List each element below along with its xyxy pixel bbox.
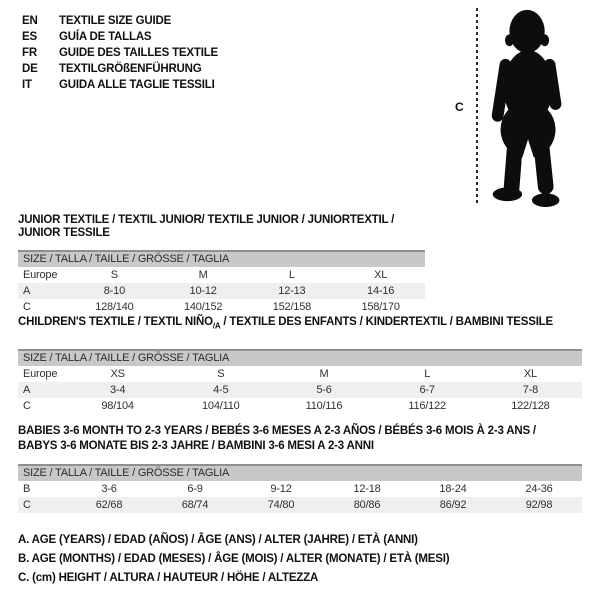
row-label: Europe	[23, 269, 58, 281]
legend-line-age-years: A. AGE (YEARS) / EDAD (AÑOS) / ÂGE (ANS) / ALTER (JAHRE) / ETÀ (ANNI)	[18, 534, 418, 546]
language-code: ES	[22, 31, 37, 43]
language-code: IT	[22, 79, 32, 91]
cell: 98/104	[101, 400, 134, 413]
cell: 18-24	[439, 483, 467, 495]
table-row	[18, 299, 425, 315]
language-row	[22, 45, 218, 61]
language-code: EN	[22, 15, 38, 27]
subscript-a: /A	[212, 321, 221, 331]
size-header-bar: SIZE / TALLA / TAILLE / GRÖSSE / TAGLIA	[18, 350, 582, 366]
language-code: DE	[22, 63, 38, 75]
cell: S	[110, 269, 118, 281]
language-label: TEXTILE SIZE GUIDE	[59, 15, 172, 27]
row-label: C	[23, 301, 31, 313]
language-row	[22, 77, 218, 93]
language-label: TEXTILGRÖßENFÜHRUNG	[59, 63, 202, 75]
table-row	[18, 283, 425, 299]
row-label: C	[18, 497, 66, 513]
height-dashed-line	[476, 8, 478, 205]
childrens-size-table	[18, 349, 582, 414]
cell: 68/74	[152, 497, 238, 513]
cell: 86/92	[410, 497, 496, 513]
cell: 10-12	[159, 283, 248, 299]
height-measure-label: C	[455, 100, 464, 114]
cell: 140/152	[183, 301, 223, 313]
cell: 152/158	[272, 301, 312, 313]
table-row	[18, 366, 582, 382]
cell: 158/170	[361, 301, 400, 313]
cell: 4-5	[169, 382, 272, 398]
junior-textile-section	[18, 214, 425, 315]
row-label: A	[18, 283, 70, 299]
cell: 74/80	[238, 497, 324, 513]
cell: 12-18	[353, 483, 381, 495]
cell: 12-13	[248, 283, 337, 299]
cell: S	[217, 368, 225, 381]
language-code: FR	[22, 47, 37, 59]
cell: 14-16	[336, 283, 425, 299]
table-row	[18, 382, 582, 398]
cell: 8-10	[70, 283, 159, 299]
cell: XS	[110, 368, 125, 381]
row-label: B	[23, 483, 31, 495]
language-row	[22, 29, 218, 45]
junior-table-title: JUNIOR TEXTILE / TEXTIL JUNIOR/ TEXTILE JUNIOR / JUNIORTEXTIL / JUNIOR TESSILE	[18, 214, 395, 239]
cell: 62/68	[66, 497, 152, 513]
childrens-textile-section	[18, 316, 582, 414]
measurement-legend	[18, 531, 449, 588]
babies-table-title: BABIES 3-6 MONTH TO 2-3 YEARS / BEBÉS 3-6 MESES A 2-3 AÑOS / BÉBÉS 3-6 MOIS À 2-3 ANS / BABYS 3-6 MONATE BIS 2-3 JAHRE / BAMBINI 3-6 MESI A 2-3 ANNI	[18, 425, 536, 452]
table-row	[18, 398, 582, 414]
cell: XL	[523, 368, 537, 381]
cell: 24-36	[525, 483, 553, 495]
babies-textile-section	[18, 424, 582, 513]
cell: L	[288, 269, 295, 281]
childrens-table-title: CHILDREN'S TEXTILE / TEXTIL $NIÑO_{/A}$ / TEXTILE DES ENFANTS / KINDERTEXTIL / BAMBINI TESSILE	[18, 316, 553, 331]
language-label: GUIDA ALLE TAGLIE TESSILI	[59, 79, 215, 91]
cell: 122/128	[511, 400, 550, 413]
cell: 9-12	[270, 483, 292, 495]
cell: 92/98	[496, 497, 582, 513]
cell: 80/86	[324, 497, 410, 513]
cell: L	[424, 368, 431, 381]
table-row	[18, 497, 582, 513]
table-row	[18, 267, 425, 283]
cell: 128/140	[95, 301, 134, 313]
cell: 110/116	[305, 400, 343, 413]
table-row	[18, 481, 582, 497]
size-header-bar: SIZE / TALLA / TAILLE / GRÖSSE / TAGLIA	[18, 465, 582, 481]
language-label: GUIDE DES TAILLES TEXTILE	[59, 47, 218, 59]
cell: 3-4	[66, 382, 169, 398]
cell: 116/122	[408, 400, 446, 413]
row-label: A	[18, 382, 66, 398]
language-row	[22, 13, 218, 29]
cell: 5-6	[272, 382, 375, 398]
row-label: Europe	[23, 368, 58, 381]
cell: 104/110	[202, 400, 240, 413]
junior-size-table	[18, 250, 425, 315]
cell: 6-7	[376, 382, 479, 398]
babies-size-table	[18, 464, 582, 513]
language-list	[22, 13, 218, 93]
language-row	[22, 61, 218, 77]
size-header-bar: SIZE / TALLA / TAILLE / GRÖSSE / TAGLIA	[18, 251, 425, 267]
legend-line-height: C. (cm) HEIGHT / ALTURA / HAUTEUR / HÖHE / ALTEZZA	[18, 572, 319, 584]
language-label: GUÍA DE TALLAS	[59, 31, 152, 43]
cell: 7-8	[479, 382, 582, 398]
cell: M	[198, 269, 208, 281]
cell: XL	[374, 269, 388, 281]
cell: 3-6	[101, 483, 117, 495]
legend-line-age-months: B. AGE (MONTHS) / EDAD (MESES) / ÂGE (MOIS) / ALTER (MONATE) / ETÀ (MESI)	[18, 553, 450, 565]
row-label: C	[23, 400, 31, 413]
cell: 6-9	[187, 483, 203, 495]
cell: M	[319, 368, 329, 381]
baby-silhouette-icon	[484, 4, 576, 210]
